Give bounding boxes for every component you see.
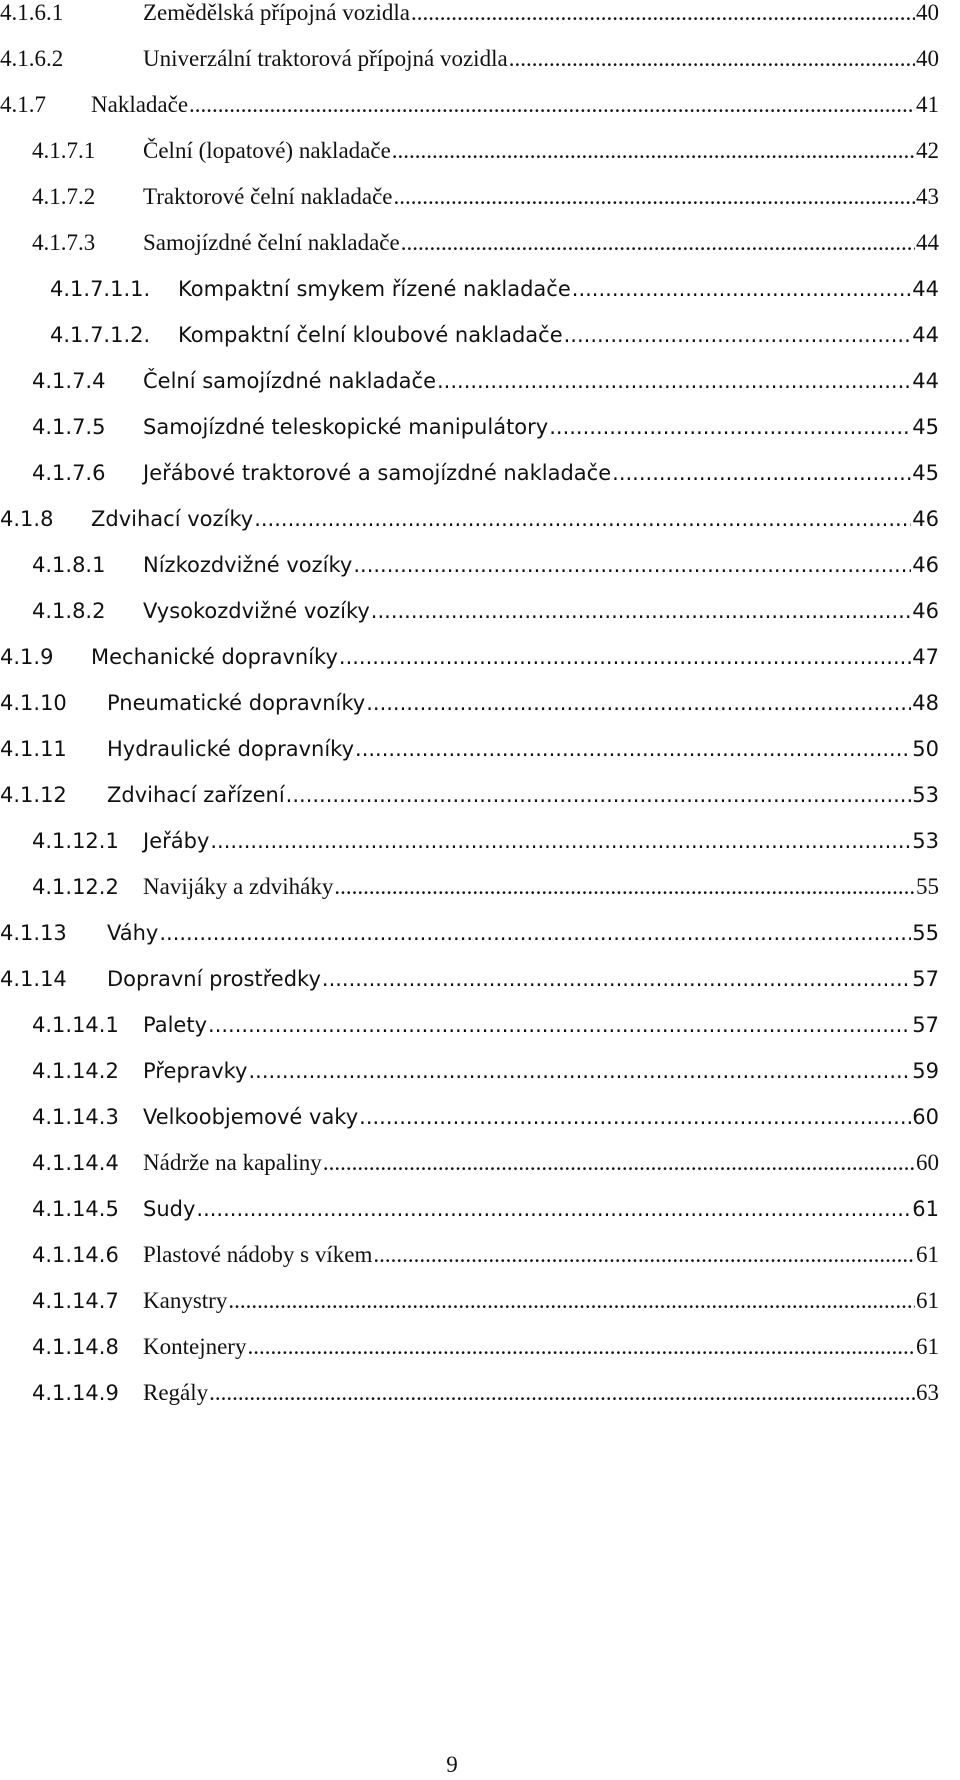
toc-entry[interactable] xyxy=(32,1378,939,1408)
toc-entry-number: 4.1.11 xyxy=(0,737,67,761)
toc-dot-leader xyxy=(286,780,912,810)
toc-entry-number: 4.1.6.1 xyxy=(0,0,64,25)
toc-dot-leader xyxy=(322,964,911,994)
toc-entry[interactable] xyxy=(0,734,939,764)
toc-entry-page: 57 xyxy=(912,967,939,991)
toc-entry-title: Nakladače xyxy=(91,92,189,117)
toc-entry[interactable] xyxy=(0,0,939,28)
toc-entry-page: 44 xyxy=(916,230,939,255)
toc-entry-page: 44 xyxy=(912,323,939,347)
toc-entry-page: 61 xyxy=(916,1288,939,1313)
toc-entry[interactable] xyxy=(32,1240,939,1270)
toc-entry-page: 60 xyxy=(912,1105,939,1129)
toc-entry-number: 4.1.14.1 xyxy=(32,1013,119,1037)
toc-dot-leader xyxy=(549,412,911,442)
toc-entry[interactable] xyxy=(0,90,939,120)
toc-entry[interactable] xyxy=(32,550,939,580)
toc-dot-leader xyxy=(411,0,915,28)
toc-entry-title: Palety xyxy=(143,1013,208,1037)
toc-entry-title: Plastové nádoby s víkem xyxy=(143,1242,373,1267)
toc-entry-page: 46 xyxy=(912,553,939,577)
toc-dot-leader xyxy=(210,826,911,856)
toc-entry-title: Hydraulické dopravníky xyxy=(107,737,355,761)
toc-entry[interactable] xyxy=(32,182,939,212)
toc-entry-number: 4.1.14.4 xyxy=(32,1151,119,1175)
toc-dot-leader xyxy=(355,734,911,764)
toc-entry-title: Zemědělská přípojná vozidla xyxy=(143,0,410,25)
toc-entry-title: Váhy xyxy=(107,921,159,945)
toc-entry[interactable] xyxy=(32,136,939,166)
toc-entry-title: Sudy xyxy=(143,1197,196,1221)
toc-dot-leader xyxy=(159,918,911,948)
toc-entry-title: Samojízdné čelní nakladače xyxy=(143,230,400,255)
toc-entry-page: 40 xyxy=(916,0,939,25)
toc-entry[interactable] xyxy=(0,44,939,74)
toc-dot-leader xyxy=(401,228,915,258)
toc-entry-page: 53 xyxy=(912,783,939,807)
toc-entry-number: 4.1.7.3 xyxy=(32,230,96,255)
toc-dot-leader xyxy=(359,1102,911,1132)
toc-entry[interactable] xyxy=(0,918,939,948)
toc-entry-number: 4.1.8.2 xyxy=(32,599,106,623)
toc-entry-page: 61 xyxy=(916,1334,939,1359)
toc-entry-title: Dopravní prostředky xyxy=(107,967,321,991)
toc-dot-leader xyxy=(228,1286,915,1316)
toc-entry-number: 4.1.14.6 xyxy=(32,1243,119,1267)
toc-entry-number: 4.1.7.1.1. xyxy=(50,277,151,301)
toc-entry-number: 4.1.7.2 xyxy=(32,184,96,209)
toc-entry-number: 4.1.6.2 xyxy=(0,46,64,71)
toc-entry-number: 4.1.14.8 xyxy=(32,1335,119,1359)
toc-entry[interactable] xyxy=(50,320,939,350)
toc-entry-number: 4.1.7.1 xyxy=(32,138,96,163)
toc-dot-leader xyxy=(334,872,915,902)
toc-entry-number: 4.1.12 xyxy=(0,783,67,807)
toc-dot-leader xyxy=(323,1148,915,1178)
toc-dot-leader xyxy=(612,458,911,488)
toc-entry-page: 41 xyxy=(916,92,939,117)
toc-dot-leader xyxy=(564,320,912,350)
toc-entry-number: 4.1.13 xyxy=(0,921,67,945)
toc-entry-page: 46 xyxy=(912,599,939,623)
toc-entry-number: 4.1.14.2 xyxy=(32,1059,119,1083)
toc-entry-page: 63 xyxy=(916,1380,939,1405)
toc-dot-leader xyxy=(254,504,911,534)
toc-entry[interactable] xyxy=(32,412,939,442)
toc-entry-number: 4.1.7.6 xyxy=(32,461,106,485)
toc-entry-title: Velkoobjemové vaky xyxy=(143,1105,359,1129)
toc-entry-title: Mechanické dopravníky xyxy=(91,645,338,669)
toc-dot-leader xyxy=(572,274,912,304)
toc-entry-page: 55 xyxy=(916,874,939,899)
toc-entry-title: Pneumatické dopravníky xyxy=(107,691,366,715)
toc-dot-leader xyxy=(339,642,911,672)
toc-entry-page: 48 xyxy=(912,691,939,715)
toc-entry-title: Zdvihací vozíky xyxy=(91,507,254,531)
toc-entry-title: Traktorové čelní nakladače xyxy=(143,184,393,209)
toc-entry-page: 61 xyxy=(912,1197,939,1221)
toc-entry-page: 59 xyxy=(912,1059,939,1083)
page-number: 9 xyxy=(446,1752,458,1777)
toc-entry[interactable] xyxy=(0,780,939,810)
toc-entry-title: Vysokozdvižné vozíky xyxy=(143,599,370,623)
toc-entry-title: Nízkozdvižné vozíky xyxy=(143,553,353,577)
toc-entry-number: 4.1.7.4 xyxy=(32,369,106,393)
toc-entry-title: Čelní samojízdné nakladače xyxy=(143,369,436,393)
toc-entry-page: 40 xyxy=(916,46,939,71)
toc-dot-leader xyxy=(371,596,911,626)
toc-entry[interactable] xyxy=(32,1102,939,1132)
toc-entry[interactable] xyxy=(0,642,939,672)
toc-entry-page: 61 xyxy=(916,1242,939,1267)
toc-entry-page: 43 xyxy=(916,184,939,209)
toc-entry-title: Kanystry xyxy=(143,1288,228,1313)
toc-entry-title: Samojízdné teleskopické manipulátory xyxy=(143,415,549,439)
toc-entry[interactable] xyxy=(0,964,939,994)
toc-entry-page: 46 xyxy=(912,507,939,531)
toc-dot-leader xyxy=(208,1010,911,1040)
toc-dot-leader xyxy=(209,1378,915,1408)
toc-entry-number: 4.1.14 xyxy=(0,967,67,991)
toc-entry-title: Jeřábové traktorové a samojízdné nakladače xyxy=(143,461,612,485)
toc-dot-leader xyxy=(196,1194,911,1224)
toc-entry[interactable] xyxy=(32,1194,939,1224)
toc-entry-title: Nádrže na kapaliny xyxy=(143,1150,322,1175)
toc-entry-page: 60 xyxy=(916,1150,939,1175)
toc-entry-number: 4.1.14.5 xyxy=(32,1197,119,1221)
toc-entry-title: Kompaktní smykem řízené nakladače xyxy=(178,277,571,301)
toc-entry[interactable] xyxy=(32,228,939,258)
toc-entry-number: 4.1.14.3 xyxy=(32,1105,119,1129)
toc-entry-page: 53 xyxy=(912,829,939,853)
toc-dot-leader xyxy=(249,1056,912,1086)
toc-entry[interactable] xyxy=(0,688,939,718)
toc-entry-number: 4.1.8.1 xyxy=(32,553,106,577)
toc-entry-number: 4.1.7.5 xyxy=(32,415,106,439)
toc-dot-leader xyxy=(353,550,911,580)
toc-entry-number: 4.1.8 xyxy=(0,507,54,531)
toc-entry-page: 42 xyxy=(916,138,939,163)
toc-entry-page: 45 xyxy=(912,461,939,485)
toc-entry-page: 44 xyxy=(912,277,939,301)
toc-entry-page: 57 xyxy=(912,1013,939,1037)
toc-entry-number: 4.1.12.1 xyxy=(32,829,119,853)
toc-dot-leader xyxy=(366,688,911,718)
toc-entry-title: Univerzální traktorová přípojná vozidla xyxy=(143,46,508,71)
toc-entry[interactable] xyxy=(32,1148,939,1178)
toc-entry[interactable] xyxy=(32,1332,939,1362)
toc-entry-page: 50 xyxy=(912,737,939,761)
toc-entry[interactable] xyxy=(50,274,939,304)
toc-entry-page: 44 xyxy=(912,369,939,393)
toc-entry[interactable] xyxy=(32,1056,939,1086)
toc-entry-number: 4.1.7.1.2. xyxy=(50,323,151,347)
toc-entry-title: Zdvihací zařízení xyxy=(107,783,285,807)
toc-entry[interactable] xyxy=(32,458,939,488)
toc-entry-title: Navijáky a zdviháky xyxy=(143,874,334,899)
toc-entry[interactable] xyxy=(32,826,939,856)
toc-dot-leader xyxy=(509,44,915,74)
toc-entry[interactable] xyxy=(32,872,939,902)
toc-entry[interactable] xyxy=(32,1010,939,1040)
toc-entry-title: Regály xyxy=(143,1380,209,1405)
toc-entry-number: 4.1.7 xyxy=(0,92,46,117)
toc-entry[interactable] xyxy=(32,596,939,626)
toc-entry-title: Kontejnery xyxy=(143,1334,247,1359)
toc-entry-title: Přepravky xyxy=(143,1059,248,1083)
toc-dot-leader xyxy=(373,1240,915,1270)
toc-entry-page: 55 xyxy=(912,921,939,945)
toc-entry-number: 4.1.14.9 xyxy=(32,1381,119,1405)
toc-dot-leader xyxy=(247,1332,915,1362)
toc-entry-number: 4.1.12.2 xyxy=(32,875,119,899)
toc-dot-leader xyxy=(437,366,911,396)
toc-entry-title: Kompaktní čelní kloubové nakladače xyxy=(178,323,563,347)
toc-entry[interactable] xyxy=(32,1286,939,1316)
toc-entry-number: 4.1.14.7 xyxy=(32,1289,119,1313)
toc-entry-number: 4.1.10 xyxy=(0,691,67,715)
toc-entry-title: Čelní (lopatové) nakladače xyxy=(143,138,391,163)
toc-dot-leader xyxy=(189,90,915,120)
toc-entry-page: 47 xyxy=(912,645,939,669)
toc-entry[interactable] xyxy=(32,366,939,396)
toc-entry-page: 45 xyxy=(912,415,939,439)
toc-dot-leader xyxy=(392,136,915,166)
toc-entry[interactable] xyxy=(0,504,939,534)
toc-entry-title: Jeřáby xyxy=(143,829,210,853)
toc-entry-number: 4.1.9 xyxy=(0,645,54,669)
toc-dot-leader xyxy=(394,182,916,212)
